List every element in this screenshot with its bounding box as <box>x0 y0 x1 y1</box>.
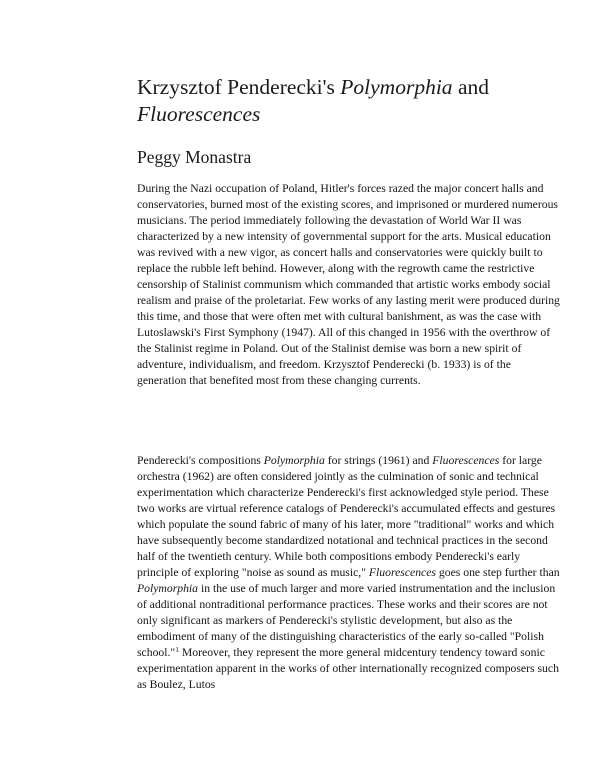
title-prefix: Krzysztof Penderecki's <box>137 75 341 99</box>
text-line: Lutoslawski's First Symphony (1947). All of this changed in 1956 with the overthrow of <box>137 326 551 339</box>
footnote-marker[interactable]: 1 <box>175 645 179 654</box>
title-work-fluorescences: Fluorescences <box>137 102 261 126</box>
text-line: replace the rubble left behind. However, along with the regrowth came the restrictive <box>137 262 535 275</box>
work-title-fluorescences: Fluorescences <box>432 454 500 467</box>
article-title <box>137 74 537 128</box>
text-line: conservatories, burned most of the existing scores, and imprisoned or murdered numerous <box>137 198 558 211</box>
text-line: of additional nontraditional performance practices. These works and their scores are not <box>137 598 548 611</box>
text-line: censorship of Stalinist communism which commanded that artistic works embody social <box>137 278 551 291</box>
text-line <box>137 565 560 581</box>
paragraph-2 <box>137 453 560 693</box>
text-line: was revived with a new vigor, as concert halls and conservatories were quickly built to <box>137 246 543 259</box>
work-title-polymorphia: Polymorphia <box>137 582 199 595</box>
text-line: experimentation which characterize Penderecki's first acknowledged style period. These <box>137 486 549 499</box>
title-conjunction: and <box>452 75 489 99</box>
text-run: school." <box>137 646 176 659</box>
text-line: embodiment of many of the distinguishing characteristics of the early so-called "Polish <box>137 630 544 643</box>
text-run: for strings (1961) and <box>324 454 433 467</box>
text-line <box>137 453 542 469</box>
text-run: Moreover, they represent the more general midcentury tendency toward sonic <box>178 646 545 659</box>
text-line: as Boulez, Lutos <box>137 678 216 691</box>
text-run: goes one step further than <box>435 566 560 579</box>
text-line: this time, and those that were often met with cultural banishment, as was the case with <box>137 310 542 323</box>
text-line: orchestra (1962) are often considered jointly as the culmination of sonic and technical <box>137 470 539 483</box>
text-line: only significant as markers of Penderecki's stylistic development, but also as the <box>137 614 513 627</box>
work-title-fluorescences: Fluorescences <box>368 566 436 579</box>
article-author: Peggy Monastra <box>137 147 252 167</box>
work-title-polymorphia: Polymorphia <box>263 454 325 467</box>
text-line: two works are virtual reference catalogs of Penderecki's accumulated effects and gestures <box>137 502 556 515</box>
text-line: which populate the sound fabric of many of his later, more "traditional" works and which <box>137 518 555 531</box>
text-line: generation that benefited most from these changing currents. <box>137 374 421 387</box>
title-work-polymorphia: Polymorphia <box>340 75 453 99</box>
text-run: principle of exploring "noise as sound as music," <box>137 566 369 579</box>
text-line: adventure, individualism, and freedom. Krzysztof Penderecki (b. 1933) is of the <box>137 358 511 371</box>
text-run: in the use of much larger and more varied instrumentation and the inclusion <box>198 582 556 595</box>
text-line: characterized by a new intensity of governmental support for the arts. Musical education <box>137 230 551 243</box>
text-run: Penderecki's compositions <box>137 454 264 467</box>
text-line: half of the twentieth century. While both compositions embody Penderecki's early <box>137 550 521 563</box>
text-line: have subsequently become standardized notational and technical practices in the second <box>137 534 548 547</box>
text-line: realism and praise of the proletariat. Few works of any lasting merit were produced during <box>137 294 560 307</box>
text-line: experimentation apparent in the works of other internationally recognized composers such <box>137 662 559 675</box>
paragraph-1 <box>137 181 560 389</box>
text-line <box>137 581 556 597</box>
text-line: During the Nazi occupation of Poland, Hitler's forces razed the major concert halls and <box>137 182 544 195</box>
text-run: for large <box>499 454 542 467</box>
text-line: musicians. The period immediately following the devastation of World War II was <box>137 214 522 227</box>
text-line <box>137 645 545 661</box>
text-line: the Stalinist regime in Poland. Out of the Stalinist demise was born a new spirit of <box>137 342 522 355</box>
